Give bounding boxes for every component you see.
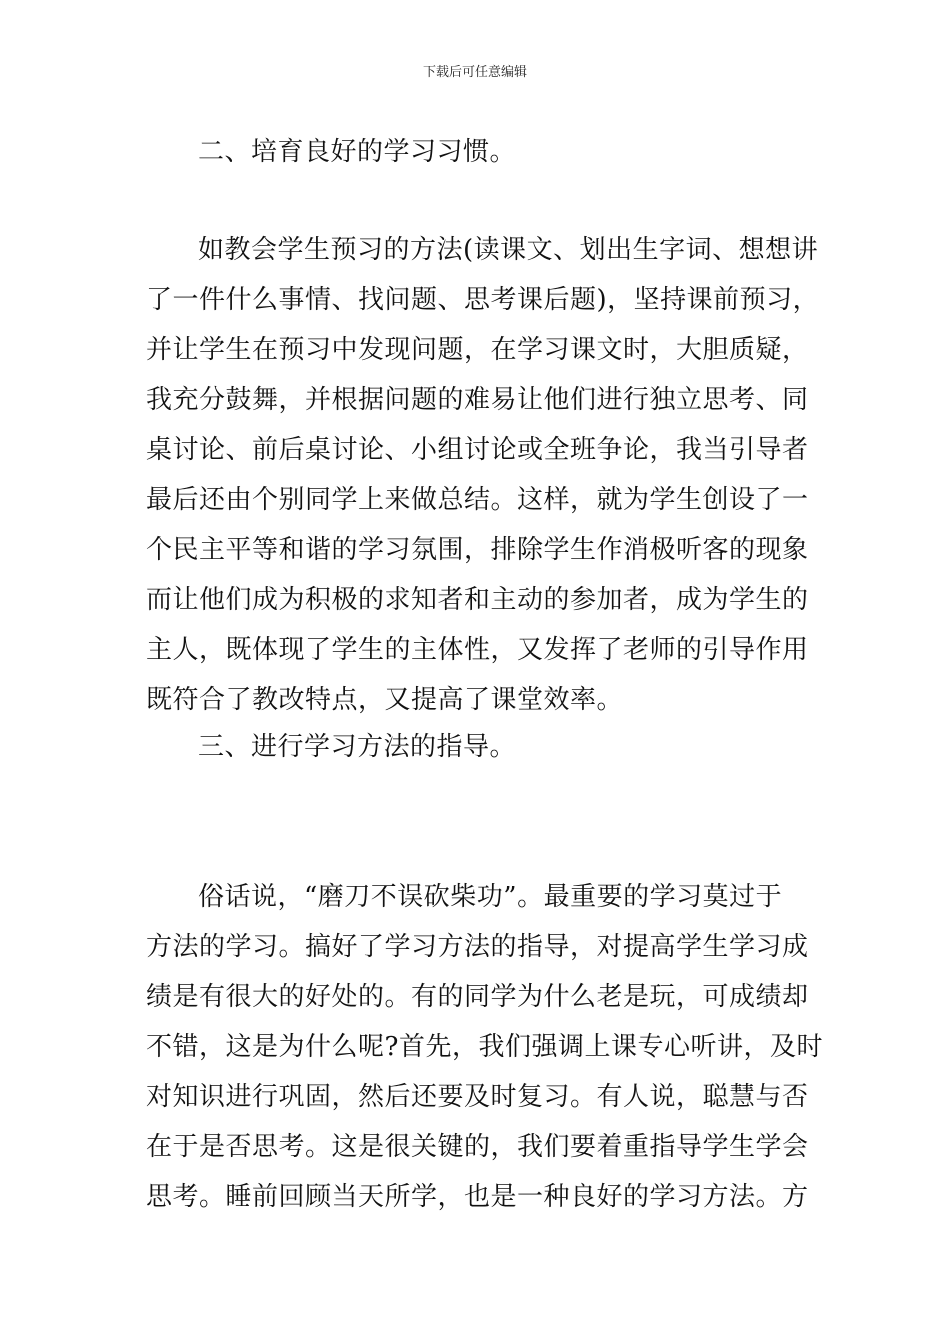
section-heading-3 xyxy=(146,722,806,772)
paragraph-line: 了一件什么事情、找问题、思考课后题)，坚持课前预习， xyxy=(146,285,820,315)
paragraph-line: 主人，既体现了学生的主体性，又发挥了老师的引导作用 xyxy=(146,635,809,665)
paragraph-line: 不错，这是为什么呢?首先，我们强调上课专心听讲，及时 xyxy=(146,1032,823,1062)
paragraph-study-method xyxy=(146,872,823,1222)
heading-text: 二、培育良好的学习习惯。 xyxy=(198,137,517,167)
paragraph-line: 最后还由个别同学上来做总结。这样，就为学生创设了一 xyxy=(146,485,809,515)
paragraph-line: 桌讨论、前后桌讨论、小组讨论或全班争论，我当引导者 xyxy=(146,435,809,465)
paragraph-preview-method xyxy=(146,225,820,725)
paragraph-line: 个民主平等和谐的学习氛围，排除学生作消极听客的现象 xyxy=(146,535,809,565)
paragraph-line: 思考。睡前回顾当天所学，也是一种良好的学习方法。方 xyxy=(146,1182,809,1212)
paragraph-line: 方法的学习。搞好了学习方法的指导，对提高学生学习成 xyxy=(146,932,809,962)
paragraph-line: 而让他们成为积极的求知者和主动的参加者，成为学生的 xyxy=(146,585,809,615)
paragraph-line: 如教会学生预习的方法(读课文、划出生字词、想想讲 xyxy=(198,235,819,265)
page-header: 下载后可任意编辑 xyxy=(422,65,527,80)
paragraph-line: 绩是有很大的好处的。有的同学为什么老是玩，可成绩却 xyxy=(146,982,809,1012)
paragraph-line: 并让学生在预习中发现问题，在学习课文时，大胆质疑， xyxy=(146,335,809,365)
paragraph-line: 我充分鼓舞，并根据问题的难易让他们进行独立思考、同 xyxy=(146,385,809,415)
paragraph-line: 既符合了教改特点，又提高了课堂效率。 xyxy=(146,685,624,715)
heading-text: 三、进行学习方法的指导。 xyxy=(198,732,517,762)
paragraph-line: 在于是否思考。这是很关键的，我们要着重指导学生学会 xyxy=(146,1132,809,1162)
section-heading-2 xyxy=(146,127,806,177)
paragraph-line: 对知识进行巩固，然后还要及时复习。有人说，聪慧与否 xyxy=(146,1082,809,1112)
paragraph-line: 俗话说，“磨刀不误砍柴功”。最重要的学习莫过于 xyxy=(198,882,783,912)
